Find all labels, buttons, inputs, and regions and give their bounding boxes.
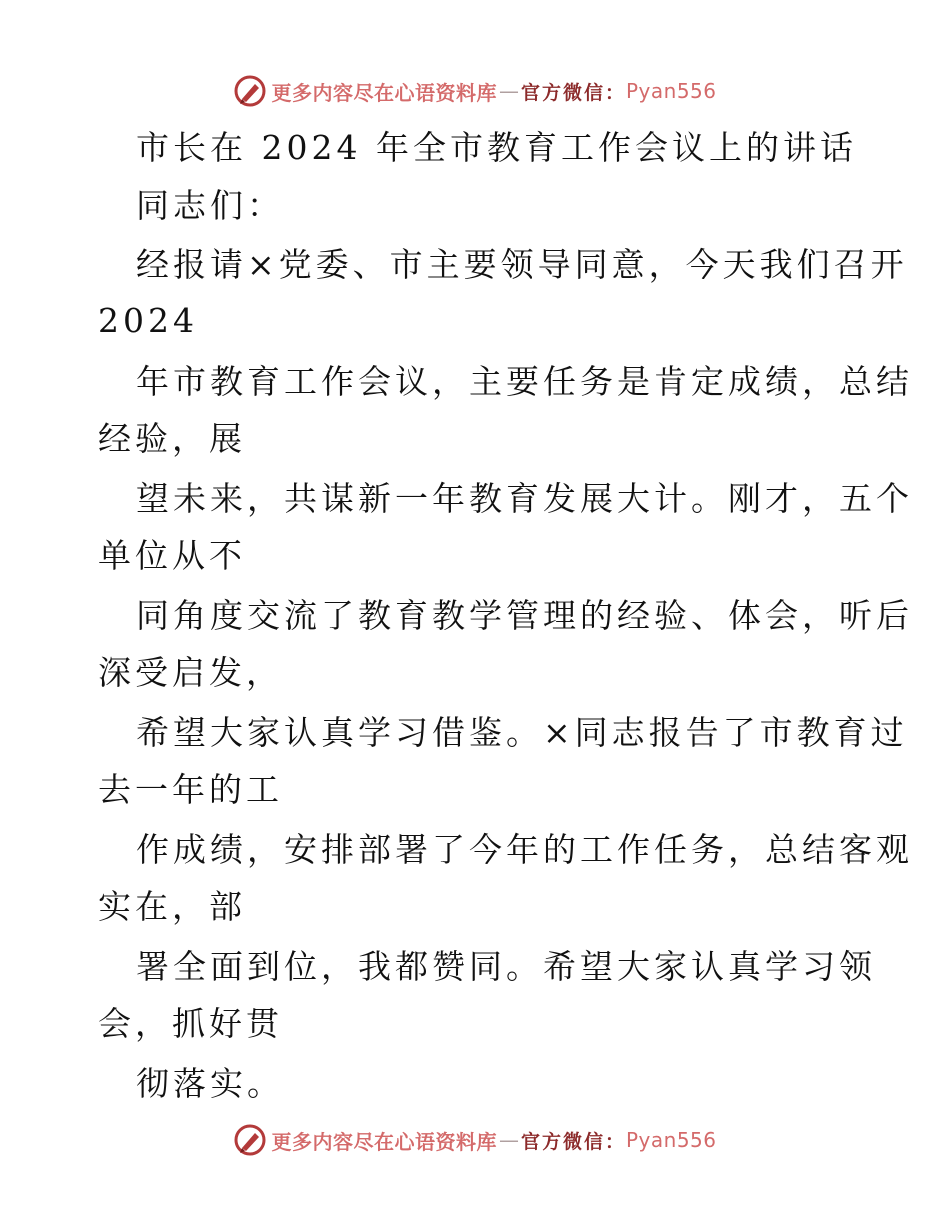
pen-nib-logo-icon [233, 1123, 267, 1157]
paragraph-line: 年市教育工作会议，主要任务是肯定成绩，总结 [136, 362, 913, 401]
watermark-footer [0, 1120, 950, 1160]
watermark-wechat-id: Pyan556 [626, 1128, 717, 1152]
paragraph-line: 作成绩，安排部署了今年的工作任务，总结客观 [136, 830, 913, 869]
watermark-text: 更多内容尽在心语资料库 [271, 1129, 497, 1154]
watermark-dash: — [498, 79, 519, 103]
salutation: 同志们： [136, 186, 284, 225]
paragraph-line: 希望大家认真学习借鉴。×同志报告了市教育过 [136, 713, 908, 752]
document-title: 市长在 2024 年全市教育工作会议上的讲话 [136, 128, 857, 167]
paragraph-line: 署全面到位，我都赞同。希望大家认真学习领 [136, 947, 876, 986]
paragraph-line: 去一年的工 [98, 770, 283, 809]
paragraph-line: 单位从不 [98, 536, 246, 575]
paragraph-line: 2024 [98, 301, 198, 340]
watermark-text: 更多内容尽在心语资料库 [271, 80, 497, 105]
watermark-wechat-label: 官方微信： [520, 81, 626, 104]
paragraph-line: 经验，展 [98, 419, 246, 458]
paragraph-line: 实在，部 [98, 887, 246, 926]
paragraph-line: 会，抓好贯 [98, 1004, 283, 1043]
paragraph-line: 经报请×党委、市主要领导同意，今天我们召开 [136, 245, 908, 284]
paragraph-line: 同角度交流了教育教学管理的经验、体会，听后 [136, 596, 913, 635]
paragraph-line: 望未来，共谋新一年教育发展大计。刚才，五个 [136, 479, 913, 518]
watermark-wechat-id: Pyan556 [626, 79, 717, 103]
watermark-dash: — [498, 1128, 519, 1152]
paragraph-line: 彻落实。 [136, 1064, 284, 1103]
paragraph-line: 深受启发， [98, 653, 283, 692]
watermark-wechat-label: 官方微信： [520, 1130, 626, 1153]
